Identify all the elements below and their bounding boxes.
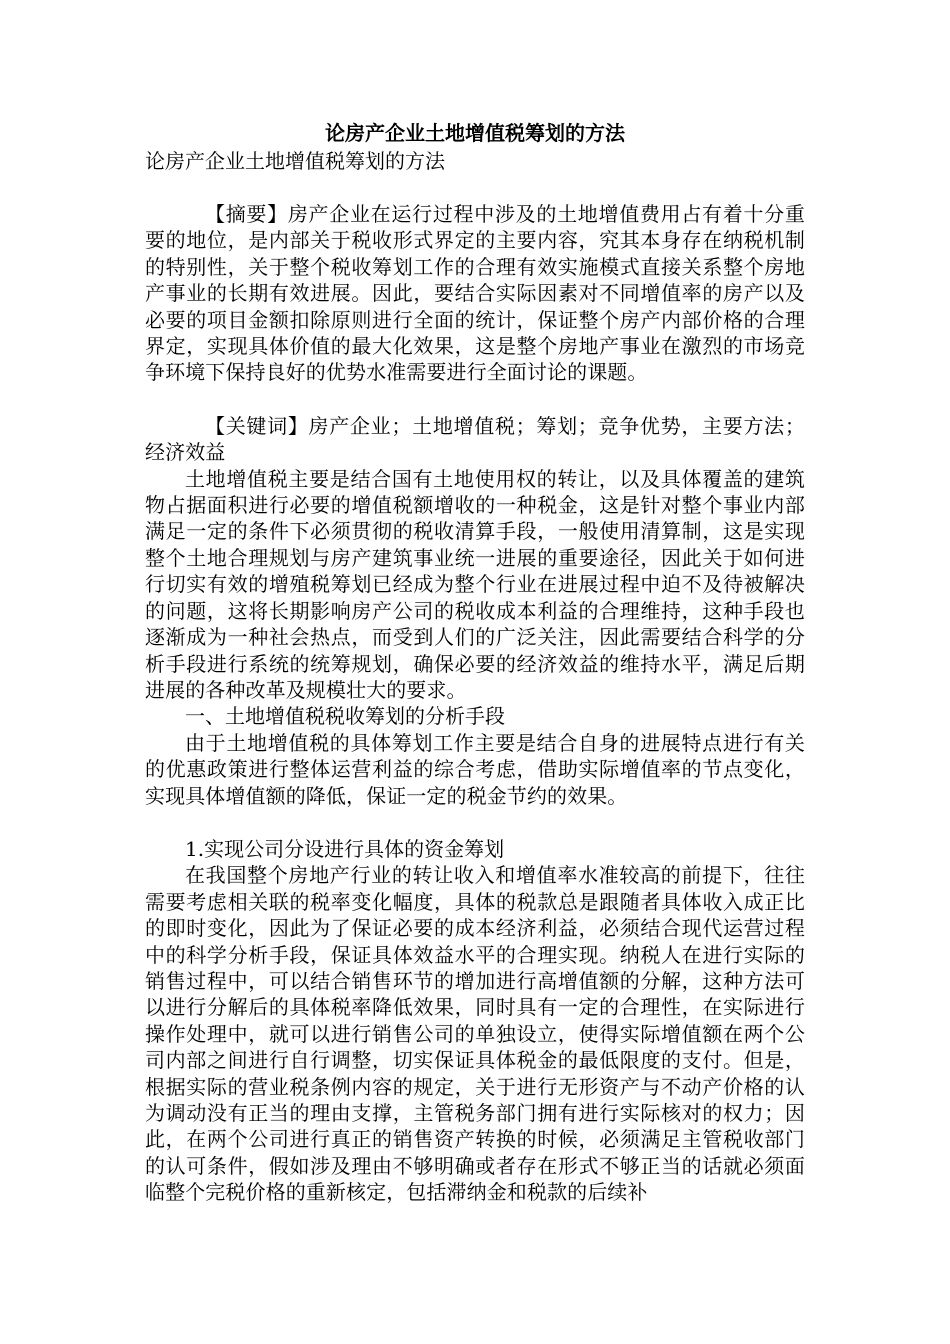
- section-paragraph: 由于土地增值税的具体筹划工作主要是结合自身的进展特点进行有关的优惠政策进行整体运营利益的综合考虑，借助实际增值率的节点变化，实现具体增值额的降低，保证一定的税金节约的效果。: [145, 730, 805, 808]
- document-page: [145, 118, 805, 1206]
- keywords-paragraph: 【关键词】房产企业；土地增值税；筹划；竞争优势，主要方法；经济效益: [145, 413, 805, 465]
- abstract-paragraph: 【摘要】房产企业在运行过程中涉及的土地增值费用占有着十分重要的地位，是内部关于税收形式界定的主要内容，究其本身存在纳税机制的特别性，关于整个税收筹划工作的合理有效实施模式直接关系整个房地产事业的长期有效进展。因此，要结合实际因素对不同增值率的房产以及必要的项目金额扣除原则进行全面的统计，保证整个房产内部价格的合理界定，实现具体价值的最大化效果，这是整个房地产事业在激烈的市场竞争环境下保持良好的优势水准需要进行全面讨论的课题。: [145, 202, 805, 385]
- blank-line: [145, 809, 805, 836]
- blank-line: [145, 386, 805, 413]
- document-subtitle: 论房产企业土地增值税筹划的方法: [145, 149, 445, 173]
- subsection-paragraph: 在我国整个房地产行业的转让收入和增值率水准较高的前提下，往往需要考虑相关联的税率变化幅度，具体的税款总是跟随者具体收入成正比的即时变化，因此为了保证必要的成本经济利益，必须结合现代运营过程中的科学分析手段，保证具体效益水平的合理实现。纳税人在进行实际的销售过程中，可以结合销售环节的增加进行高增值额的分解，这种方法可以进行分解后的具体税率降低效果，同时具有一定的合理性，在实际进行操作处理中，就可以进行销售公司的单独设立，使得实际增值额在两个公司内部之间进行自行调整，切实保证具体税金的最低限度的支付。但是，根据实际的营业税条例内容的规定，关于进行无形资产与不动产价格的认为调动没有正当的理由支撑，主管税务部门拥有进行实际核对的权力；因此，在两个公司进行真正的销售资产转换的时候，必须满足主管税收部门的认可条件，假如涉及理由不够明确或者存在形式不够正当的话就必须面临整个完税价格的重新核定，包括滞纳金和税款的后续补: [145, 863, 805, 1205]
- blank-line: [145, 174, 805, 201]
- intro-paragraph: 土地增值税主要是结合国有土地使用权的转让，以及具体覆盖的建筑物占据面积进行必要的增值税额增收的一种税金，这是针对整个事业内部满足一定的条件下必须贯彻的税收清算手段，一般使用清算制，这是实现整个土地合理规划与房产建筑事业统一进展的重要途径，因此关于如何进行切实有效的增殖税筹划已经成为整个行业在进展过程中迫不及待被解决的问题，这将长期影响房产公司的税收成本利益的合理维持，这种手段也逐渐成为一种社会热点，而受到人们的广泛关注，因此需要结合科学的分析手段进行系统的统筹规划，确保必要的经济效益的维持水平，满足后期进展的各种改革及规模壮大的要求。: [145, 466, 805, 702]
- document-title: 论房产企业土地增值税筹划的方法: [325, 121, 625, 145]
- section-heading: 一、土地增值税税收筹划的分析手段: [185, 704, 505, 729]
- subsection-heading: 1.实现公司分设进行具体的资金筹划: [185, 836, 505, 861]
